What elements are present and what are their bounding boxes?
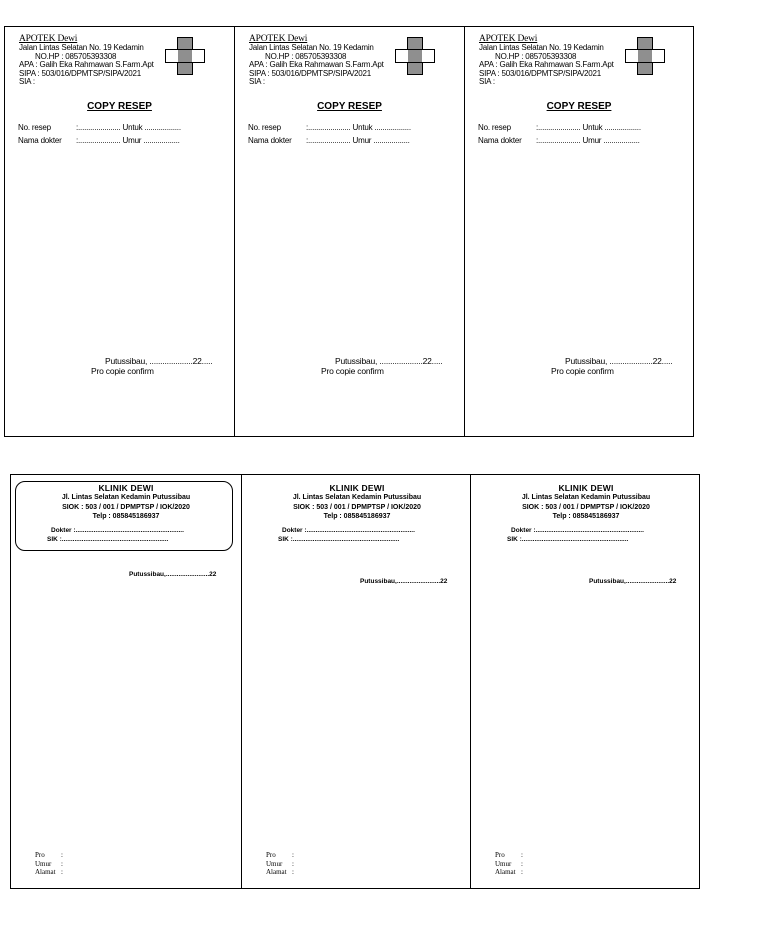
apotek-sipa: SIPA : 503/016/DPMTSP/SIPA/2021 — [479, 68, 602, 78]
patient-info — [35, 851, 63, 877]
signature-block — [321, 356, 442, 376]
patient-name-label: Pro — [266, 851, 276, 859]
dokter-field: Dokter :............................................................ — [51, 527, 184, 534]
copy-resep-form-3 — [464, 27, 693, 436]
patient-info — [266, 851, 294, 877]
signature-note: Pro copie confirm — [551, 366, 614, 376]
klinik-name: KLINIK DEWI — [558, 483, 614, 493]
no-resep-value: :..................... Untuk .................. — [76, 123, 181, 132]
patient-age-row: Umur : — [495, 859, 523, 868]
pharmacy-cross-icon — [625, 37, 665, 75]
apotek-phone: NO.HP : 085705393308 — [35, 51, 117, 61]
klinik-siok: SIOK : 503 / 001 / DPMPTSP / IOK/2020 — [62, 503, 190, 511]
patient-age-label: Umur — [495, 859, 512, 868]
no-resep-field — [248, 123, 411, 132]
patient-name-row: Pro : — [495, 851, 523, 859]
apotek-sia: SIA : — [19, 77, 35, 87]
signature-note: Pro copie confirm — [321, 366, 384, 376]
patient-info — [495, 851, 523, 877]
klinik-siok: SIOK : 503 / 001 / DPMPTSP / IOK/2020 — [293, 503, 421, 511]
patient-name-row: Pro : — [266, 851, 294, 859]
apotek-address: Jalan Lintas Selatan No. 19 Kedamin — [19, 43, 144, 52]
no-resep-label: No. resep — [18, 123, 51, 132]
klinik-form-3 — [470, 475, 699, 888]
apotek-name: APOTEK Dewi — [479, 34, 538, 44]
no-resep-label: No. resep — [478, 123, 511, 132]
apotek-sipa: SIPA : 503/016/DPMTSP/SIPA/2021 — [249, 68, 372, 78]
no-resep-label: No. resep — [248, 123, 281, 132]
nama-dokter-field — [18, 136, 180, 145]
patient-address-label: Alamat — [495, 868, 516, 876]
apotek-apa: APA : Galih Eka Rahmawan S.Farm.Apt — [249, 60, 384, 70]
apotek-apa: APA : Galih Eka Rahmawan S.Farm.Apt — [19, 60, 154, 70]
signature-note: Pro copie confirm — [91, 366, 154, 376]
no-resep-field — [18, 123, 181, 132]
nama-dokter-value: :..................... Umur .................. — [76, 136, 180, 145]
apotek-header — [479, 35, 614, 87]
no-resep-field — [478, 123, 641, 132]
klinik-telp: Telp : 085845186937 — [552, 513, 620, 521]
klinik-telp: Telp : 085845186937 — [92, 513, 160, 521]
nama-dokter-field — [248, 136, 410, 145]
klinik-header — [17, 484, 235, 522]
dokter-field: Dokter :............................................................ — [511, 527, 644, 534]
prescription-date: Putussibau,........................22 — [360, 578, 448, 585]
patient-address-row: Alamat : — [495, 868, 523, 876]
klinik-address: Jl. Lintas Selatan Kedamin Putussibau — [521, 494, 651, 502]
no-resep-value: :..................... Untuk .................. — [536, 123, 641, 132]
klinik-siok: SIOK : 503 / 001 / DPMPTSP / IOK/2020 — [522, 503, 650, 511]
apotek-apa: APA : Galih Eka Rahmawan S.Farm.Apt — [479, 60, 614, 70]
pharmacy-cross-icon — [395, 37, 435, 75]
patient-age-label: Umur — [35, 859, 52, 868]
nama-dokter-label: Nama dokter — [248, 136, 292, 145]
patient-address-row: Alamat : — [266, 868, 294, 876]
sik-field: SIK :........................................................... — [507, 536, 629, 543]
klinik-header — [477, 484, 695, 522]
nama-dokter-label: Nama dokter — [18, 136, 62, 145]
nama-dokter-field — [478, 136, 640, 145]
klinik-name: KLINIK DEWI — [98, 483, 154, 493]
patient-name-label: Pro — [495, 851, 505, 859]
apotek-sipa: SIPA : 503/016/DPMTSP/SIPA/2021 — [19, 68, 142, 78]
signature-date: Putussibau, ....................22..... — [105, 356, 213, 366]
nama-dokter-label: Nama dokter — [478, 136, 522, 145]
klinik-prescription-sheet — [10, 474, 700, 889]
prescription-date: Putussibau,........................22 — [589, 578, 677, 585]
apotek-sia: SIA : — [479, 77, 495, 87]
patient-age-row: Umur : — [266, 859, 294, 868]
klinik-name: KLINIK DEWI — [329, 483, 385, 493]
apotek-name: APOTEK Dewi — [19, 34, 78, 44]
apotek-phone: NO.HP : 085705393308 — [495, 51, 577, 61]
copy-resep-form-1 — [5, 27, 234, 436]
klinik-address: Jl. Lintas Selatan Kedamin Putussibau — [292, 494, 422, 502]
copy-resep-form-2 — [234, 27, 464, 436]
patient-address-label: Alamat — [266, 868, 287, 876]
apotek-sia: SIA : — [249, 77, 265, 87]
apotek-address: Jalan Lintas Selatan No. 19 Kedamin — [249, 43, 374, 52]
apotek-header — [249, 35, 384, 87]
signature-date: Putussibau, ....................22..... — [335, 356, 443, 366]
apotek-phone: NO.HP : 085705393308 — [265, 51, 347, 61]
pharmacy-cross-icon — [165, 37, 205, 75]
klinik-header — [248, 484, 466, 522]
no-resep-value: :..................... Untuk .................. — [306, 123, 411, 132]
copy-resep-title: COPY RESEP — [546, 101, 612, 112]
signature-block — [91, 356, 212, 376]
prescription-date: Putussibau,........................22 — [129, 571, 217, 578]
patient-address-label: Alamat — [35, 868, 56, 876]
patient-name-row: Pro : — [35, 851, 63, 859]
klinik-address: Jl. Lintas Selatan Kedamin Putussibau — [61, 494, 191, 502]
copy-resep-title: COPY RESEP — [317, 101, 382, 112]
apotek-header — [19, 35, 154, 87]
klinik-form-1 — [11, 475, 241, 888]
dokter-field: Dokter :............................................................ — [282, 527, 415, 534]
patient-age-row: Umur : — [35, 859, 63, 868]
copy-resep-title: COPY RESEP — [87, 101, 152, 112]
patient-age-label: Umur — [266, 859, 283, 868]
klinik-telp: Telp : 085845186937 — [323, 513, 391, 521]
nama-dokter-value: :..................... Umur .................. — [306, 136, 410, 145]
sik-field: SIK :........................................................... — [278, 536, 400, 543]
signature-date: Putussibau, ....................22..... — [565, 356, 673, 366]
signature-block — [551, 356, 672, 376]
apotek-name: APOTEK Dewi — [249, 34, 308, 44]
apotek-address: Jalan Lintas Selatan No. 19 Kedamin — [479, 43, 604, 52]
klinik-form-2 — [241, 475, 470, 888]
patient-address-row: Alamat : — [35, 868, 63, 876]
patient-name-label: Pro — [35, 851, 45, 859]
sik-field: SIK :........................................................... — [47, 536, 169, 543]
copy-resep-sheet — [4, 26, 694, 437]
nama-dokter-value: :..................... Umur .................. — [536, 136, 640, 145]
